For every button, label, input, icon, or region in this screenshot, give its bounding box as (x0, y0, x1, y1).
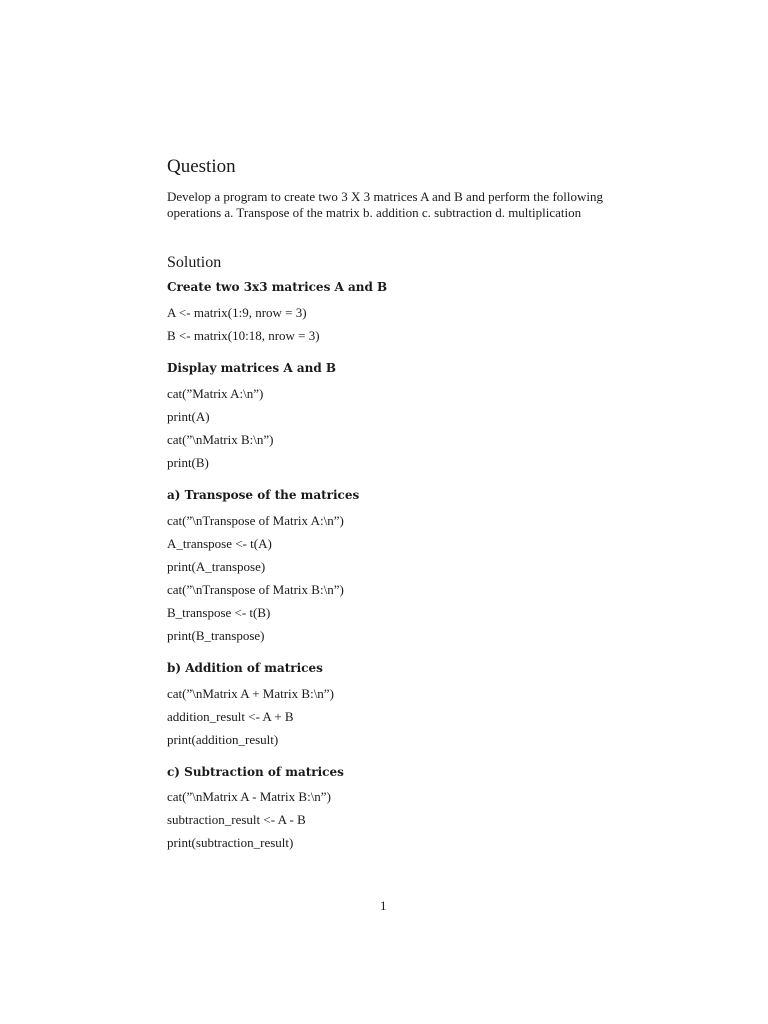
code-line: A_transpose <- t(A) (167, 536, 272, 551)
code-line: subtraction_result <- A - B (167, 812, 306, 827)
code-line: print(A_transpose) (167, 559, 266, 574)
code-line: cat(”\nMatrix A - Matrix B:\n”) (167, 789, 331, 804)
section-title-create: Create two 3x3 matrices A and B (167, 280, 388, 294)
section-title-subtraction: c) Subtraction of matrices (167, 765, 344, 779)
code-line: cat(”Matrix A:\n”) (167, 386, 264, 401)
code-line: cat(”\nMatrix A + Matrix B:\n”) (167, 686, 334, 701)
section-title-display: Display matrices A and B (167, 361, 337, 375)
code-line: print(B) (167, 455, 209, 470)
section-title-addition: b) Addition of matrices (167, 661, 323, 675)
question-text: Develop a program to create two 3 X 3 matrices A and B and perform the following operations a. Transpose of the matrix b. addition c. subtraction d. multiplication (167, 189, 603, 220)
code-line: cat(”\nMatrix B:\n”) (167, 432, 274, 447)
code-line: print(addition_result) (167, 732, 279, 747)
code-line: print(B_transpose) (167, 628, 265, 643)
code-line: cat(”\nTranspose of Matrix B:\n”) (167, 582, 344, 597)
question-heading: Question (167, 156, 236, 177)
section-title-transpose: a) Transpose of the matrices (167, 488, 360, 502)
solution-heading: Solution (167, 254, 222, 271)
code-line: A <- matrix(1:9, nrow = 3) (167, 305, 307, 320)
code-line: addition_result <- A + B (167, 709, 294, 724)
code-line: print(subtraction_result) (167, 835, 294, 850)
page-number: 1 (380, 898, 387, 913)
code-line: print(A) (167, 409, 210, 424)
code-line: B <- matrix(10:18, nrow = 3) (167, 328, 320, 343)
code-line: cat(”\nTranspose of Matrix A:\n”) (167, 513, 344, 528)
code-line: B_transpose <- t(B) (167, 605, 271, 620)
